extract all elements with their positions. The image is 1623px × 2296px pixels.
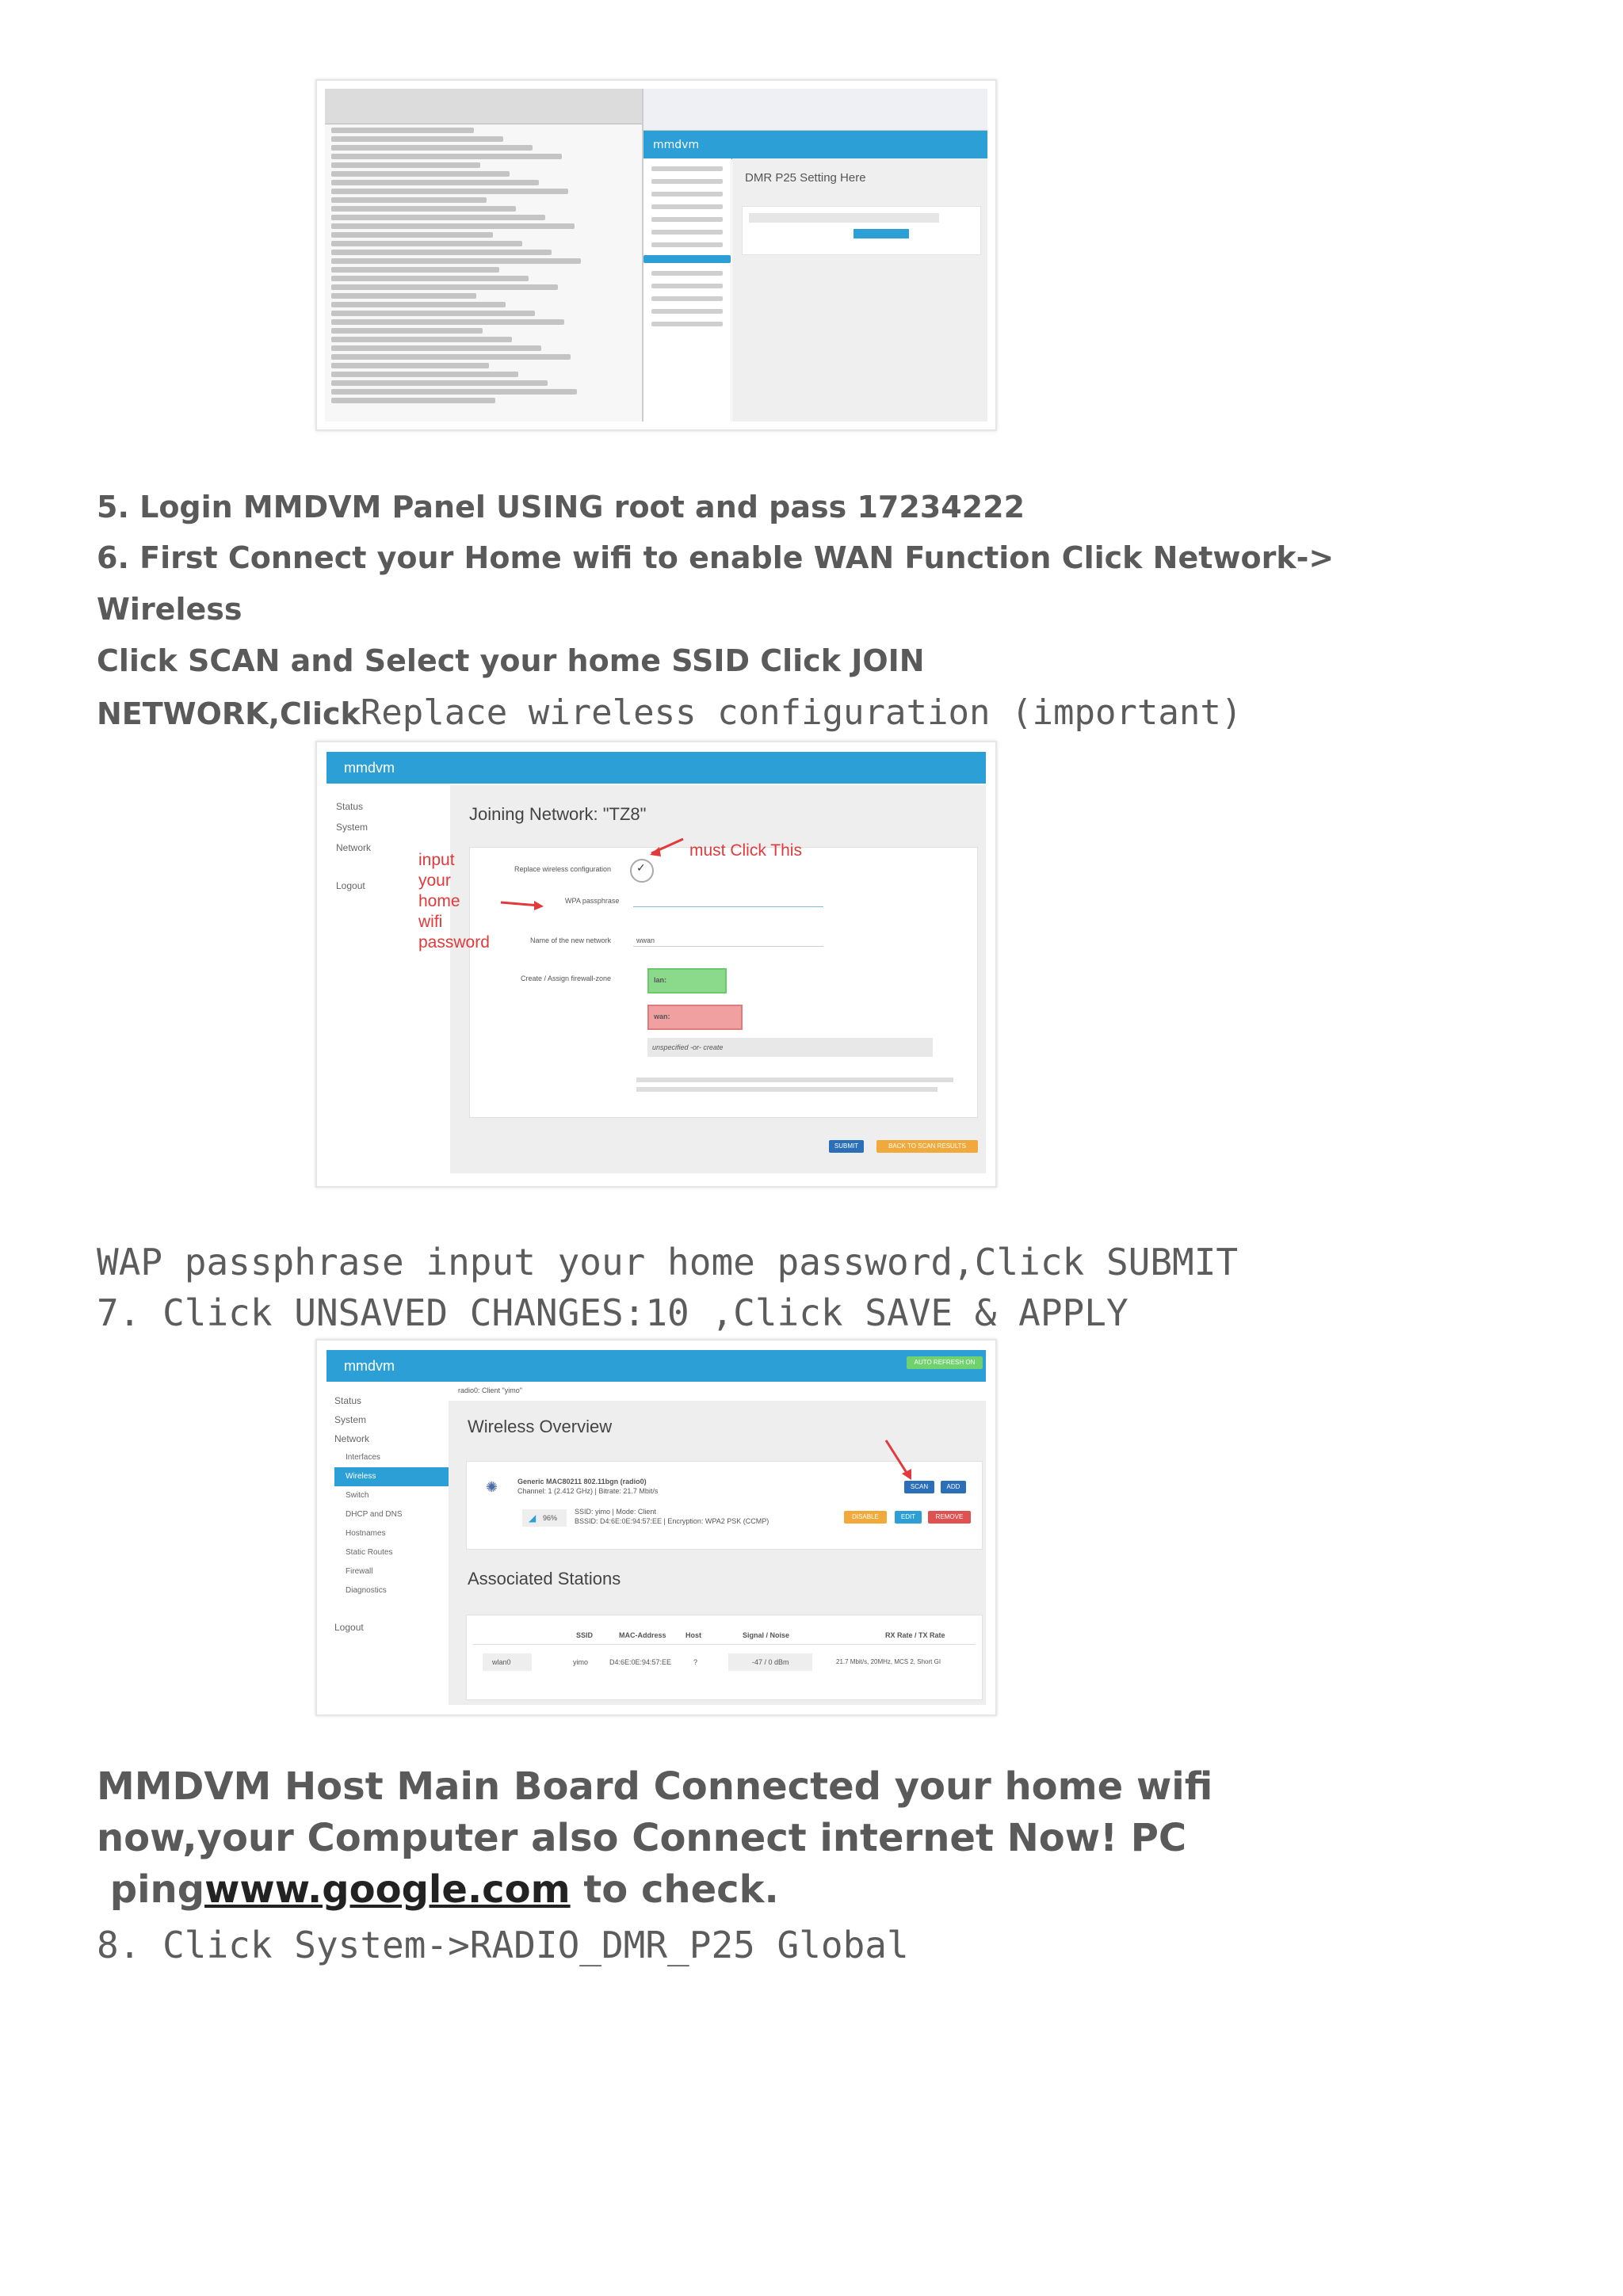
ssid-line: SSID: yimo | Mode: Client [575,1508,656,1516]
app-title: mmdvm [327,1350,986,1382]
nav-hostnames[interactable]: Hostnames [346,1529,386,1538]
log-line [331,337,512,342]
content-area [732,158,987,421]
row-host: ? [693,1658,698,1666]
nav-system[interactable]: System [334,1414,367,1425]
step-6-line-4a: NETWORK,Click [97,696,361,731]
log-line [331,215,545,220]
annotation-must-click: must Click This [689,841,802,860]
log-line [331,223,575,229]
log-line [331,241,522,246]
wifi-icon: ✺ [486,1479,498,1496]
page-title: DMR P25 Setting Here [745,171,866,185]
log-line [331,354,571,360]
nav-status[interactable]: Status [334,1395,362,1406]
network-name-label: Name of the new network [530,936,612,944]
col-rate: RX Rate / TX Rate [885,1631,945,1639]
step-7-text: 7. Click UNSAVED CHANGES:10 ,Click SAVE & APPLY [97,1291,1128,1334]
zone-lan[interactable]: lan: [647,968,727,994]
iface-badge: wlan0 [483,1653,532,1671]
wpa-label: WPA passphrase [565,897,620,905]
col-mac: MAC-Address [619,1631,666,1639]
signal-box: 96% ◢ [522,1509,567,1527]
page-title: Joining Network: "TZ8" [469,804,647,824]
replace-label: Replace wireless configuration [514,865,612,873]
nav-dhcp[interactable]: DHCP and DNS [346,1510,403,1519]
red-arrows [317,742,995,1186]
screenshot-join-network [315,741,997,1188]
col-ssid: SSID [576,1631,594,1639]
col-signal: Signal / Noise [743,1631,790,1639]
submit-button[interactable]: SUBMIT [829,1140,864,1153]
zone-wan[interactable]: wan: [647,1005,743,1030]
log-line [331,162,480,168]
log-line [331,293,476,299]
log-line [331,345,541,351]
radio-detail: Channel: 1 (2.412 GHz) | Bitrate: 21.7 Mbit/s [517,1487,659,1495]
screenshot-dmr-setting [315,79,997,431]
nav-static-routes[interactable]: Static Routes [346,1548,393,1557]
breadcrumb: radio0: Client "yimo" [458,1386,522,1394]
closing-line-1: MMDVM Host Main Board Connected your home wifi [97,1764,1213,1809]
nav-status[interactable]: Status [336,801,364,812]
log-line [331,311,535,316]
back-to-scan-button[interactable]: BACK TO SCAN RESULTS [876,1140,978,1153]
nav-system[interactable]: System [336,822,369,833]
step-6-line-2: Wireless [97,592,242,627]
sidebar [643,158,731,421]
ping-suffix: to check. [570,1867,779,1912]
zone-other[interactable]: unspecified -or- create [647,1038,933,1057]
edit-button[interactable]: EDIT [895,1511,922,1524]
log-line [331,154,562,159]
nav-diagnostics[interactable]: Diagnostics [346,1586,387,1595]
log-line [331,206,516,212]
app-title: mmdvm [327,752,986,784]
browser-window [643,89,987,421]
log-toolbar [325,89,642,124]
log-line [331,136,503,142]
log-line [331,197,487,203]
log-line [331,380,548,386]
nav-interfaces[interactable]: Interfaces [346,1453,380,1462]
log-line [331,189,568,194]
remove-button[interactable]: REMOVE [928,1511,971,1524]
nav-network[interactable]: Network [334,1433,370,1444]
screenshot-wireless-overview [315,1339,997,1716]
log-line [331,267,499,273]
log-line [331,232,493,238]
associated-stations-heading: Associated Stations [468,1569,621,1589]
disable-button[interactable]: DISABLE [844,1511,887,1524]
browser-address-bar [643,89,987,131]
signal-icon: ◢ [529,1512,537,1524]
nav-wireless[interactable]: Wireless [334,1467,453,1486]
wap-passphrase-instruction: WAP passphrase input your home password,Click SUBMIT [97,1241,1239,1283]
log-line [331,145,533,151]
nav-switch[interactable]: Switch [346,1491,369,1500]
log-window [325,89,643,421]
nav-logout[interactable]: Logout [336,880,365,891]
step-6-line-3: Click SCAN and Select your home SSID Click JOIN [97,643,925,678]
log-line [331,171,510,177]
log-line [331,319,564,325]
radio-name: Generic MAC80211 802.11bgn (radio0) [517,1478,647,1486]
network-name-value[interactable]: wwan [636,936,655,944]
bssid-line: BSSID: D4:6E:0E:94:57:EE | Encryption: WPA2 PSK (CCMP) [575,1517,769,1525]
wireless-overview-heading: Wireless Overview [468,1417,613,1436]
log-line [331,389,577,395]
log-line [331,284,558,290]
annotation-input-password: input your home wifi password [418,851,490,952]
nav-firewall[interactable]: Firewall [346,1567,373,1576]
log-line [331,363,489,368]
replace-checkbox[interactable]: ✓ [630,859,654,883]
ping-prefix: ping [97,1867,205,1912]
google-link[interactable]: www.google.com [204,1867,571,1912]
row-mac: D4:6E:0E:94:57:EE [609,1658,672,1666]
log-line [331,372,518,377]
row-ssid: yimo [573,1658,589,1666]
nav-network[interactable]: Network [336,842,372,853]
log-line [331,258,581,264]
step-5-text: 5. Login MMDVM Panel USING root and pass 17234222 [97,490,1025,524]
log-line [331,128,474,133]
settings-card [742,206,981,255]
nav-logout[interactable]: Logout [334,1622,364,1633]
log-line [331,250,552,255]
step-6-line-4 [97,688,1242,739]
log-line [331,276,529,281]
step-8-text: 8. Click System->RADIO_DMR_P25 Global [97,1924,909,1966]
closing-line-2: now,your Computer also Connect internet Now! PC [97,1816,1187,1860]
col-host: Host [685,1631,701,1639]
app-title: mmdvm [643,131,987,159]
row-rate: 21.7 Mbit/s, 20MHz, MCS 2, Short GI [836,1658,941,1665]
auto-refresh-button[interactable]: AUTO REFRESH ON [907,1356,983,1369]
step-6-line-4b: Replace wireless configuration (important) [360,692,1243,733]
zone-label: Create / Assign firewall-zone [521,974,612,982]
log-line [331,398,495,403]
log-line [331,302,506,307]
add-button[interactable]: ADD [941,1481,966,1493]
scan-button[interactable]: SCAN [904,1481,934,1493]
step-6-line-1: 6. First Connect your Home wifi to enable WAN Function Click Network-> [97,540,1335,575]
closing-line-3 [97,1863,779,1916]
signal-badge: -47 / 0 dBm [728,1653,812,1671]
red-arrow [317,1341,995,1714]
log-line [331,328,483,334]
log-line [331,180,539,185]
